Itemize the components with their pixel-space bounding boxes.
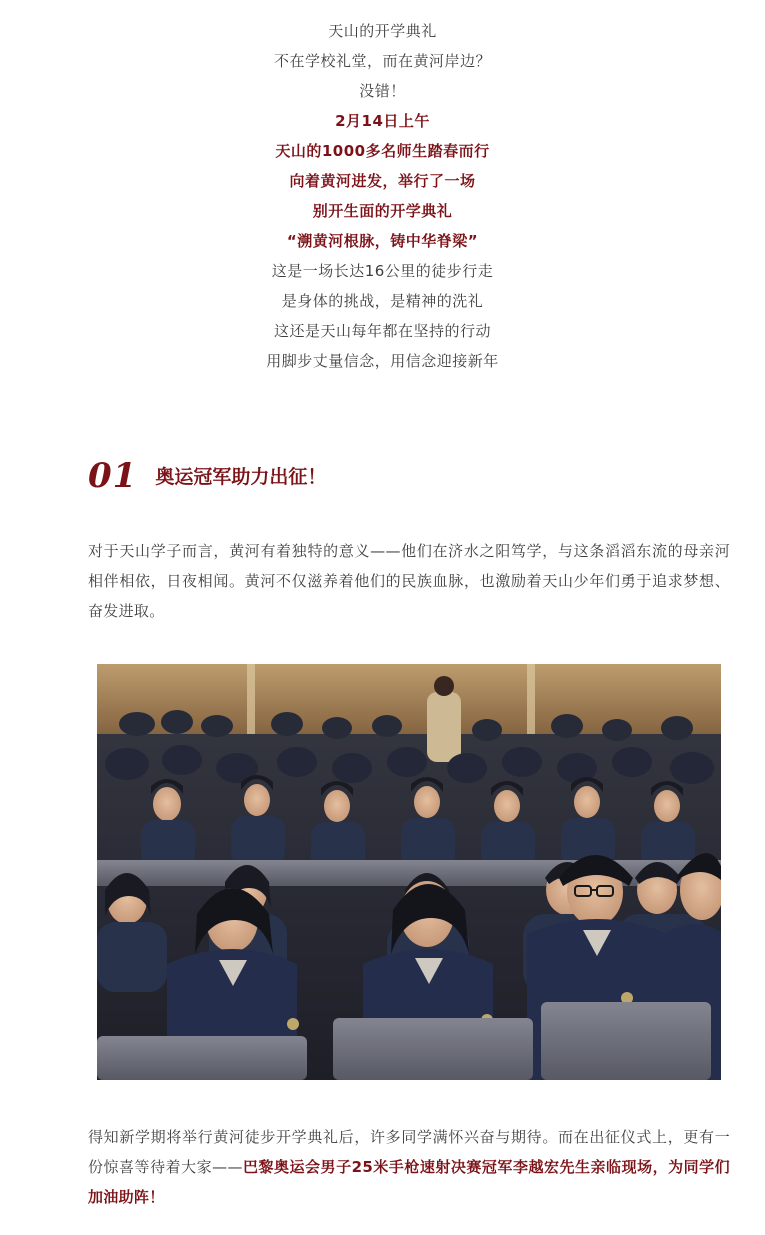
intro-line: 不在学校礼堂，而在黄河岸边？	[273, 52, 491, 70]
intro-line-highlight: 天山的1000多名师生踏春而行	[275, 142, 490, 160]
intro-line-highlight: “溯黄河根脉，铸中华脊梁”	[286, 232, 479, 250]
students-auditorium-photo	[97, 664, 721, 1080]
intro-line-highlight: 2月14日上午	[335, 112, 430, 130]
intro-line-highlight: 向着黄河进发，举行了一场	[289, 172, 476, 190]
section-number: 01	[88, 456, 138, 496]
intro-line: 没错！	[359, 82, 406, 100]
intro-line: 是身体的挑战，是精神的洗礼	[281, 292, 484, 310]
intro-line: 这是一场长达16公里的徒步行走	[271, 262, 494, 280]
intro-poem	[0, 16, 765, 376]
intro-line: 这还是天山每年都在坚持的行动	[273, 322, 491, 340]
intro-line: 天山的开学典礼	[328, 22, 437, 40]
body-paragraph	[88, 1122, 730, 1212]
body-paragraph: 对于天山学子而言，黄河有着独特的意义——他们在济水之阳笃学，与这条滔滔东流的母亲河相伴相依，日夜相闻。黄河不仅滋养着他们的民族血脉，也激励着天山少年们勇于追求梦想、奋发进取。	[88, 542, 730, 620]
intro-line: 用脚步丈量信念，用信念迎接新年	[266, 352, 499, 370]
paragraph-text: 得知新学期将举行黄河徒步开学典礼后，许多同学满怀兴奋与期待。而在出征仪式上，更有一份惊喜等待着大家——	[88, 1128, 730, 1176]
intro-line-highlight: 别开生面的开学典礼	[312, 202, 453, 220]
photo-illustration	[97, 664, 721, 1080]
section-title: 奥运冠军助力出征！	[155, 466, 327, 488]
section-heading	[88, 452, 326, 496]
paragraph-highlight: 巴黎奥运会男子25米手枪速射决赛冠军李越宏先生亲临现场，为同学们加油助阵！	[88, 1158, 730, 1206]
